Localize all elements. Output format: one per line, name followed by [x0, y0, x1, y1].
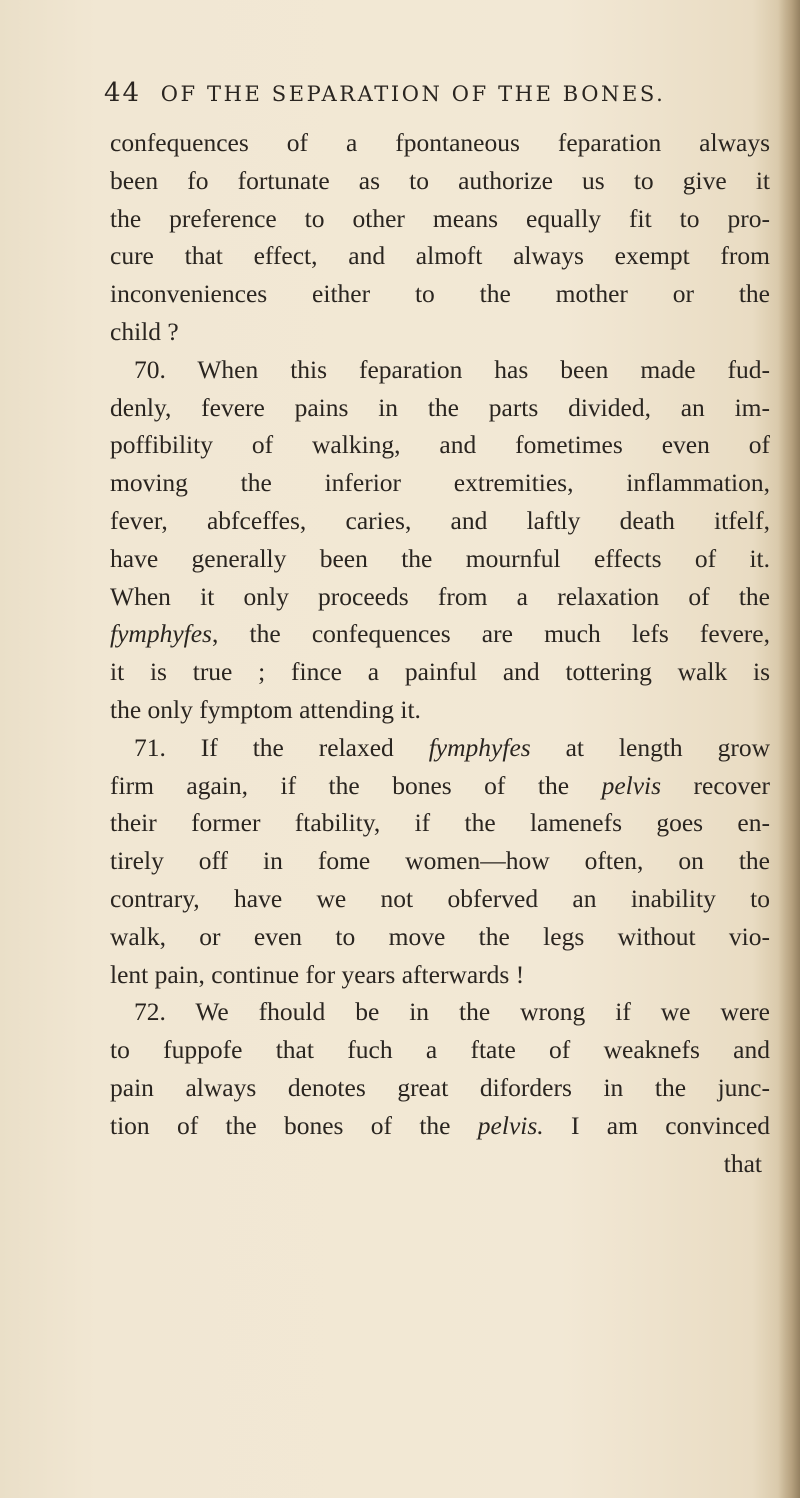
text-line: lent pain, continue for years afterwards !	[110, 959, 525, 989]
text-line: child ?	[110, 316, 179, 346]
body-text	[110, 124, 770, 1182]
paragraph-70-start: 70. When this feparation has been made fud-	[134, 354, 770, 384]
text-line: cure that effect, and almoft always exempt from	[110, 241, 770, 271]
catchword: that	[723, 1148, 762, 1178]
line-text: recover	[661, 770, 770, 800]
text-line: inconveniences either to the mother or the	[110, 279, 770, 309]
text-line: the only fymptom attending it.	[110, 694, 421, 724]
paragraph-71-start	[110, 729, 770, 767]
text-line: When it only proceeds from a relaxation of the	[110, 581, 770, 611]
line-text: I am convinced	[543, 1110, 770, 1140]
text-line: it is true ; fince a painful and tottering walk is	[110, 657, 770, 687]
text-line: been fo fortunate as to authorize us to give it	[110, 165, 770, 195]
text-line: their former ftability, if the lamenefs goes en-	[110, 808, 770, 838]
page-edge-shadow	[778, 0, 800, 1498]
line-text: firm again, if the bones of the	[110, 770, 602, 800]
text-line: denly, fevere pains in the parts divided, an im-	[110, 392, 770, 422]
italic-term: fymphyfes	[428, 732, 531, 762]
text-line	[110, 1107, 770, 1145]
text-line: confequences of a fpontaneous feparation always	[110, 128, 770, 157]
italic-term: pelvis.	[477, 1110, 544, 1140]
page-number: 44	[104, 78, 142, 108]
text-line: the preference to other means equally fit to pro-	[110, 203, 770, 233]
text-line: tirely off in fome women—how often, on the	[110, 846, 770, 876]
text-line: have generally been the mournful effects of it.	[110, 543, 770, 573]
text-line: pain always denotes great diforders in the junc-	[110, 1072, 770, 1102]
line-text: 71. If the relaxed	[134, 732, 429, 762]
paragraph-72-start: 72. We fhould be in the wrong if we were	[134, 997, 770, 1027]
page-header	[104, 78, 724, 118]
line-text: tion of the bones of the	[110, 1110, 478, 1140]
running-head: OF THE SEPARATION OF THE BONES.	[160, 82, 666, 106]
text-line: poffibility of walking, and fometimes even of	[110, 430, 770, 460]
text-line: moving the inferior extremities, inflammation,	[110, 468, 770, 498]
text-line: contrary, have we not obferved an inability to	[110, 883, 770, 913]
text-line: walk, or even to move the legs without vio-	[110, 921, 770, 951]
line-text: , the confequences are much lefs fevere,	[211, 619, 770, 649]
line-text: at length grow	[530, 732, 770, 762]
text-line: fever, abfceffes, caries, and laftly death itfelf,	[110, 505, 770, 535]
text-line	[110, 615, 770, 653]
text-line	[110, 767, 770, 805]
italic-term: fymphyfes	[110, 619, 212, 649]
italic-term: pelvis	[601, 770, 662, 800]
text-line: to fuppofe that fuch a ftate of weaknefs and	[110, 1035, 770, 1065]
